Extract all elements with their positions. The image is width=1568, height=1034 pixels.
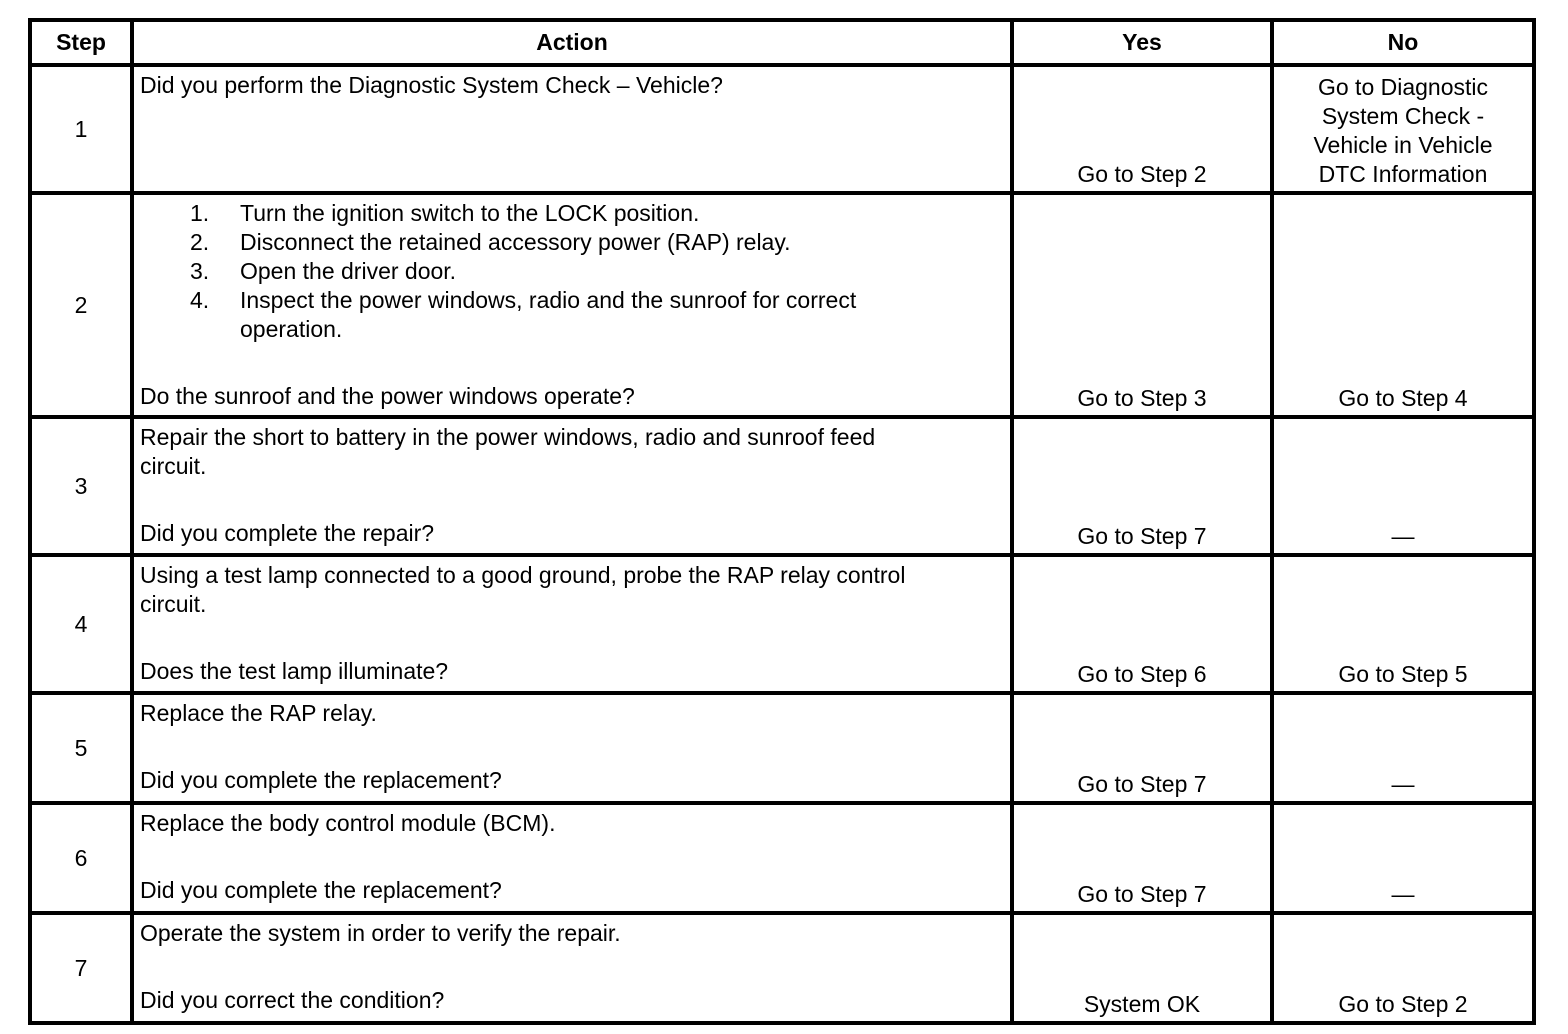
substep-number: 1. (190, 200, 210, 226)
substep-text: Inspect the power windows, radio and the sunroof for correct operation. (240, 287, 857, 342)
action-cell (132, 417, 1012, 555)
question-text: Did you complete the repair? (140, 520, 435, 546)
table-row (30, 555, 1534, 693)
table-row (30, 913, 1534, 1023)
action-text: Operate the system in order to verify the repair. (140, 920, 621, 946)
question-text: Does the test lamp illuminate? (140, 658, 449, 684)
step-number: 3 (30, 417, 132, 555)
action-cell (132, 65, 1012, 193)
substep-number: 2. (190, 229, 210, 255)
header-step: Step (30, 20, 132, 65)
diagnostic-table (28, 18, 1536, 1025)
substep-item (140, 257, 1004, 286)
no-cell: Go to Step 5 (1272, 555, 1534, 693)
yes-cell: Go to Step 7 (1012, 803, 1272, 913)
yes-cell: Go to Step 2 (1012, 65, 1272, 193)
substep-number: 4. (190, 287, 210, 313)
table-row (30, 803, 1534, 913)
step-number: 4 (30, 555, 132, 693)
substep-item (140, 286, 1004, 344)
substep-list (140, 199, 1004, 344)
action-cell (132, 913, 1012, 1023)
table-row (30, 65, 1534, 193)
action-text: Repair the short to battery in the power windows, radio and sunroof feed circuit. (140, 424, 876, 479)
action-text: Did you perform the Diagnostic System Check – Vehicle? (140, 72, 723, 98)
question-text: Did you complete the replacement? (140, 877, 502, 903)
action-text: Using a test lamp connected to a good ground, probe the RAP relay control circuit. (140, 562, 906, 617)
no-cell: — (1272, 803, 1534, 913)
substep-item (140, 228, 1004, 257)
step-number: 2 (30, 193, 132, 417)
no-cell: Go to Step 4 (1272, 193, 1534, 417)
substep-text: Turn the ignition switch to the LOCK position. (240, 200, 700, 226)
yes-cell: Go to Step 6 (1012, 555, 1272, 693)
yes-cell: System OK (1012, 913, 1272, 1023)
question-text: Did you correct the condition? (140, 987, 445, 1013)
yes-cell: Go to Step 7 (1012, 693, 1272, 803)
table-row (30, 417, 1534, 555)
substep-number: 3. (190, 258, 210, 284)
step-number: 5 (30, 693, 132, 803)
header-row (30, 20, 1534, 65)
step-number: 7 (30, 913, 132, 1023)
no-cell: — (1272, 417, 1534, 555)
action-cell (132, 803, 1012, 913)
step-number: 6 (30, 803, 132, 913)
action-cell (132, 193, 1012, 417)
table-row (30, 693, 1534, 803)
no-cell: Go to Diagnostic System Check - Vehicle in Vehicle DTC Information (1272, 65, 1534, 193)
action-cell (132, 693, 1012, 803)
step-number: 1 (30, 65, 132, 193)
action-text: Replace the RAP relay. (140, 700, 377, 726)
substep-text: Disconnect the retained accessory power (RAP) relay. (240, 229, 791, 255)
question-text: Did you complete the replacement? (140, 767, 502, 793)
no-cell: — (1272, 693, 1534, 803)
action-cell (132, 555, 1012, 693)
header-no: No (1272, 20, 1534, 65)
substep-text: Open the driver door. (240, 258, 457, 284)
question-text: Do the sunroof and the power windows operate? (140, 383, 635, 409)
action-text: Replace the body control module (BCM). (140, 810, 556, 836)
yes-cell: Go to Step 3 (1012, 193, 1272, 417)
table-row (30, 193, 1534, 417)
no-cell: Go to Step 2 (1272, 913, 1534, 1023)
yes-cell: Go to Step 7 (1012, 417, 1272, 555)
header-action: Action (132, 20, 1012, 65)
substep-item (140, 199, 1004, 228)
header-yes: Yes (1012, 20, 1272, 65)
